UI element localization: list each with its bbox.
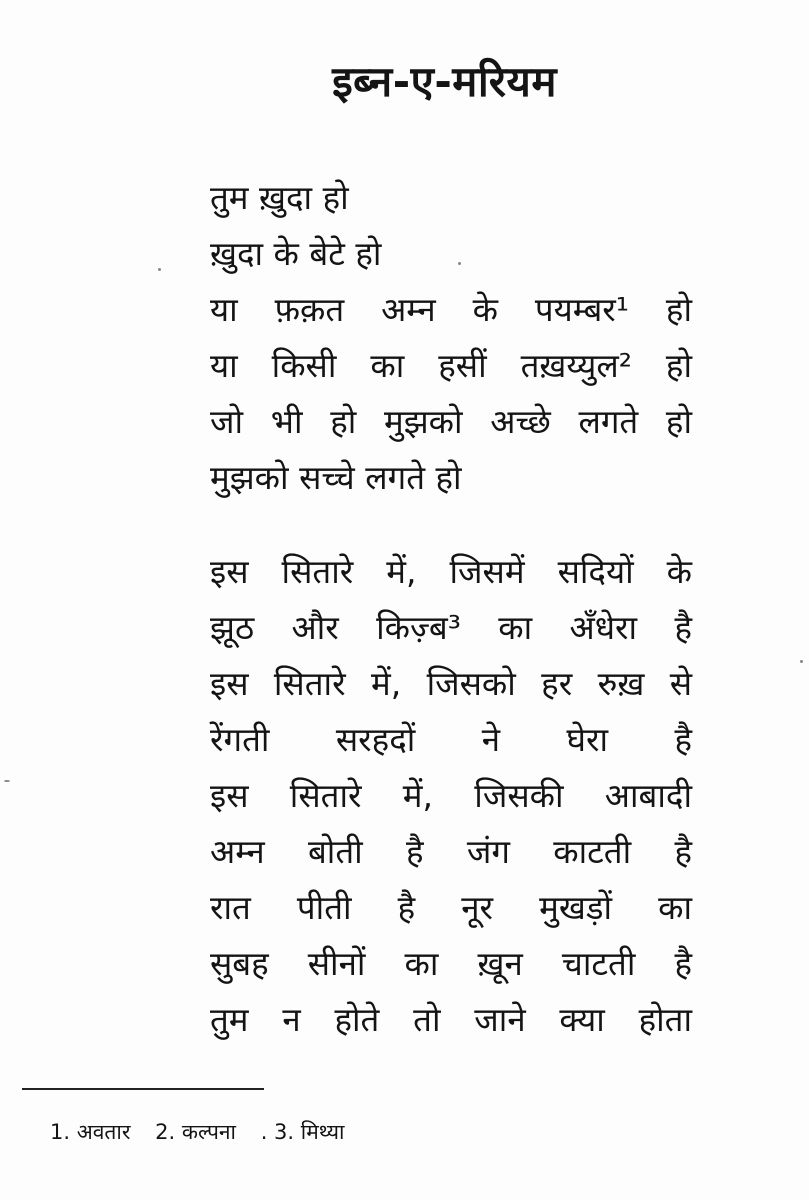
poem-line: जो भी हो मुझको अच्छे लगते हो [210, 402, 692, 441]
poem-title: इब्न-ए-मरियम [332, 57, 557, 106]
scan-speck [158, 268, 161, 271]
poem-line: मुझको सच्चे लगते हो [210, 458, 462, 497]
footnote-divider [22, 1088, 264, 1090]
poem-line: या फ़क़त अम्न के पयम्बर¹ हो [210, 290, 692, 329]
poem-line: तुम न होते तो जाने क्या होता [210, 1000, 692, 1039]
poem-line: ख़ुदा के बेटे हो [210, 234, 382, 273]
footnotes [50, 1118, 362, 1146]
scan-speck [4, 780, 10, 782]
footnote-3: . 3. मिथ्या [260, 1120, 345, 1144]
scan-speck [458, 262, 461, 265]
stanza-1 [210, 170, 692, 506]
poem-line: रेंगती सरहदों ने घेरा है [210, 720, 692, 759]
poem-line: अम्न बोती है जंग काटती है [210, 832, 692, 871]
poem-line: तुम ख़ुदा हो [210, 178, 349, 217]
poem-line: सुबह सीनों का ख़ून चाटती है [210, 944, 692, 983]
poem-line: इस सितारे में, जिसकी आबादी [210, 776, 692, 815]
poem-line: रात पीती है नूर मुखड़ों का [210, 888, 692, 927]
footnote-2: 2. कल्पना [155, 1120, 236, 1144]
footnote-1: 1. अवतार [50, 1120, 131, 1144]
poem-line: इस सितारे में, जिसको हर रुख़ से [210, 664, 692, 703]
scan-speck [800, 660, 803, 663]
poem-line: झूठ और किज़्ब³ का अँधेरा है [210, 608, 692, 647]
poem-line: इस सितारे में, जिसमें सदियों के [210, 552, 692, 591]
stanza-2 [210, 544, 692, 1048]
poem-line: या किसी का हसीं तख़य्युल² हो [210, 346, 692, 385]
